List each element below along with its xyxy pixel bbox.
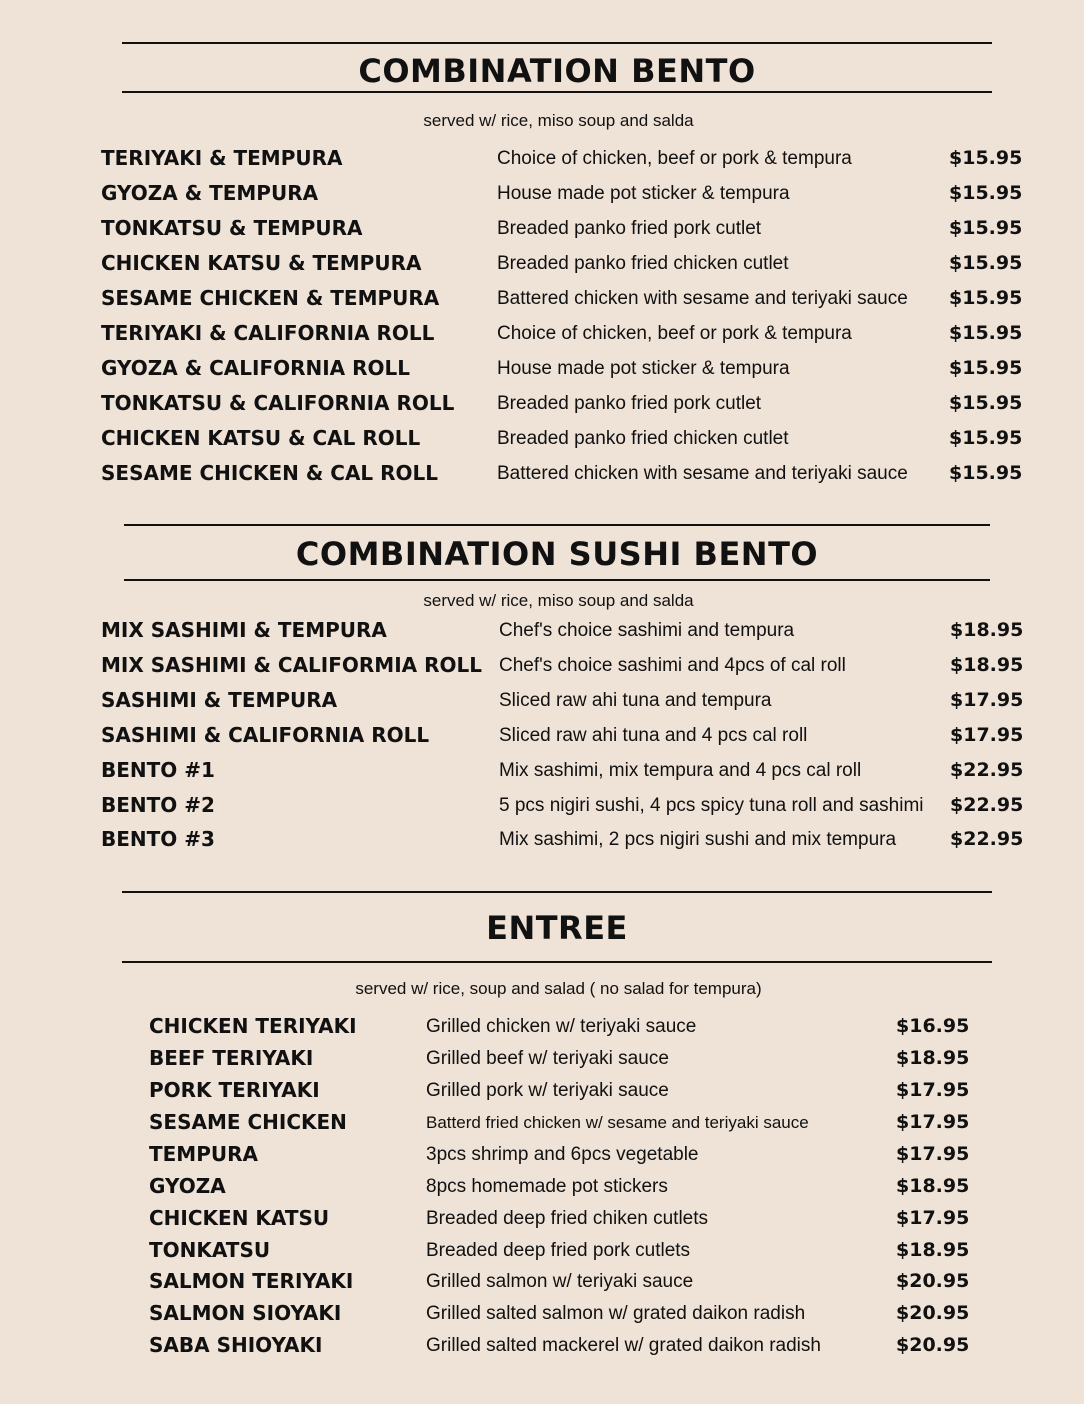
menu-item [101,250,1021,280]
menu-item [101,652,1024,682]
item-name: SALMON TERIYAKI [149,1269,354,1293]
section-subtitle: served w/ rice, miso soup and salda [423,111,694,130]
item-description: 3pcs shrimp and 6pcs vegetable [426,1144,699,1165]
menu-item [101,757,1024,787]
item-name: SALMON SIOYAKI [149,1301,342,1325]
section-title: COMBINATION SUSHI BENTO [295,535,819,573]
menu-item [149,1205,979,1235]
item-price: $22.95 [950,794,1024,816]
item-name: PORK TERIYAKI [149,1078,320,1102]
item-price: $15.95 [949,427,1023,449]
item-name: SESAME CHICKEN & TEMPURA [101,286,440,310]
section-top-rule [122,42,992,44]
item-description: Grilled beef w/ teriyaki sauce [426,1048,669,1069]
section-title: ENTREE [486,909,628,947]
item-price: $17.95 [896,1143,970,1165]
item-description: Breaded deep fried chiken cutlets [426,1208,709,1229]
item-price: $17.95 [896,1207,970,1229]
item-name: CHICKEN KATSU & CAL ROLL [101,426,421,450]
menu-item [149,1268,979,1298]
item-price: $18.95 [950,654,1024,676]
menu-item [149,1173,979,1203]
menu-item [101,320,1021,350]
menu-item [149,1237,979,1267]
item-description: Grilled chicken w/ teriyaki sauce [426,1016,697,1037]
item-name: SESAME CHICKEN & CAL ROLL [101,461,439,485]
item-description: House made pot sticker & tempura [497,183,790,204]
item-price: $17.95 [950,724,1024,746]
item-name: SABA SHIOYAKI [149,1333,323,1357]
item-price: $18.95 [950,619,1024,641]
item-description: Breaded panko fried chicken cutlet [497,428,789,449]
item-description: Battered chicken with sesame and teriyaki sauce [497,463,908,484]
item-description: Battered chicken with sesame and teriyaki sauce [497,288,908,309]
item-description: Breaded panko fried chicken cutlet [497,253,789,274]
item-description: Choice of chicken, beef or pork & tempura [497,323,852,344]
item-description: Batterd fried chicken w/ sesame and teriyaki sauce [426,1113,809,1132]
item-description: Grilled pork w/ teriyaki sauce [426,1080,669,1101]
menu-item [149,1013,979,1043]
menu-item [101,390,1021,420]
item-name: GYOZA & TEMPURA [101,181,319,205]
item-name: SASHIMI & CALIFORNIA ROLL [101,723,430,747]
item-price: $15.95 [949,252,1023,274]
item-price: $15.95 [949,287,1023,309]
item-description: House made pot sticker & tempura [497,358,790,379]
section-bottom-rule [124,579,990,581]
item-price: $15.95 [949,217,1023,239]
item-price: $17.95 [896,1111,970,1133]
item-description: Breaded panko fried pork cutlet [497,218,762,239]
item-name: CHICKEN TERIYAKI [149,1014,357,1038]
item-description: Chef's choice sashimi and 4pcs of cal roll [499,655,846,676]
menu-item [101,180,1021,210]
menu-item [149,1077,979,1107]
item-description: Grilled salted mackerel w/ grated daikon radish [426,1335,821,1356]
item-price: $15.95 [949,392,1023,414]
item-price: $18.95 [896,1175,970,1197]
item-price: $18.95 [896,1239,970,1261]
item-description: Choice of chicken, beef or pork & tempura [497,148,852,169]
menu-item [101,285,1021,315]
item-name: SASHIMI & TEMPURA [101,688,338,712]
item-price: $20.95 [896,1270,970,1292]
item-price: $22.95 [950,759,1024,781]
item-description: Sliced raw ahi tuna and tempura [499,690,772,711]
menu-item [101,722,1024,752]
menu-item [101,687,1024,717]
item-price: $16.95 [896,1015,970,1037]
item-price: $22.95 [950,828,1024,850]
item-name: CHICKEN KATSU & TEMPURA [101,251,422,275]
item-name: CHICKEN KATSU [149,1206,330,1230]
item-price: $20.95 [896,1334,970,1356]
menu-item [101,826,1024,856]
section-top-rule [122,891,992,893]
section-bottom-rule [122,961,992,963]
menu-item [149,1141,979,1171]
item-price: $18.95 [896,1047,970,1069]
menu-item [149,1332,979,1362]
item-description: Mix sashimi, mix tempura and 4 pcs cal roll [499,760,862,781]
item-name: TONKATSU & CALIFORNIA ROLL [101,391,455,415]
menu-item [101,425,1021,455]
menu-item [101,792,1024,822]
item-name: BENTO #2 [101,793,215,817]
section-bottom-rule [122,91,992,93]
section-subtitle: served w/ rice, soup and salad ( no salad for tempura) [355,979,762,998]
item-description: Grilled salmon w/ teriyaki sauce [426,1271,694,1292]
item-name: TONKATSU [149,1238,271,1262]
menu-item [149,1045,979,1075]
item-name: TERIYAKI & TEMPURA [101,146,343,170]
menu-item [101,215,1021,245]
item-name: GYOZA [149,1174,226,1198]
item-description: 8pcs homemade pot stickers [426,1176,668,1197]
item-description: Sliced raw ahi tuna and 4 pcs cal roll [499,725,808,746]
item-price: $15.95 [949,182,1023,204]
item-name: MIX SASHIMI & CALIFORMIA ROLL [101,653,482,677]
item-name: GYOZA & CALIFORNIA ROLL [101,356,411,380]
menu-item [149,1109,979,1139]
item-description: Breaded panko fried pork cutlet [497,393,762,414]
item-description: Breaded deep fried pork cutlets [426,1240,691,1261]
menu-item [101,145,1021,175]
item-price: $15.95 [949,462,1023,484]
item-name: TERIYAKI & CALIFORNIA ROLL [101,321,435,345]
item-description: Chef's choice sashimi and tempura [499,620,795,641]
item-name: BENTO #1 [101,758,215,782]
item-name: SESAME CHICKEN [149,1110,347,1134]
item-name: TEMPURA [149,1142,258,1166]
menu-item [101,460,1021,490]
item-description: Grilled salted salmon w/ grated daikon radish [426,1303,806,1324]
item-name: BENTO #3 [101,827,215,851]
section-subtitle: served w/ rice, miso soup and salda [423,591,694,610]
item-price: $17.95 [896,1079,970,1101]
menu-item [101,355,1021,385]
item-name: MIX SASHIMI & TEMPURA [101,618,387,642]
menu-item [149,1300,979,1330]
menu-item [101,617,1024,647]
item-price: $15.95 [949,322,1023,344]
item-description: Mix sashimi, 2 pcs nigiri sushi and mix tempura [499,829,897,850]
item-price: $15.95 [949,357,1023,379]
item-description: 5 pcs nigiri sushi, 4 pcs spicy tuna roll and sashimi [499,795,924,816]
item-price: $17.95 [950,689,1024,711]
section-top-rule [124,524,990,526]
item-name: BEEF TERIYAKI [149,1046,314,1070]
item-price: $15.95 [949,147,1023,169]
section-title: COMBINATION BENTO [358,52,756,90]
item-name: TONKATSU & TEMPURA [101,216,363,240]
item-price: $20.95 [896,1302,970,1324]
